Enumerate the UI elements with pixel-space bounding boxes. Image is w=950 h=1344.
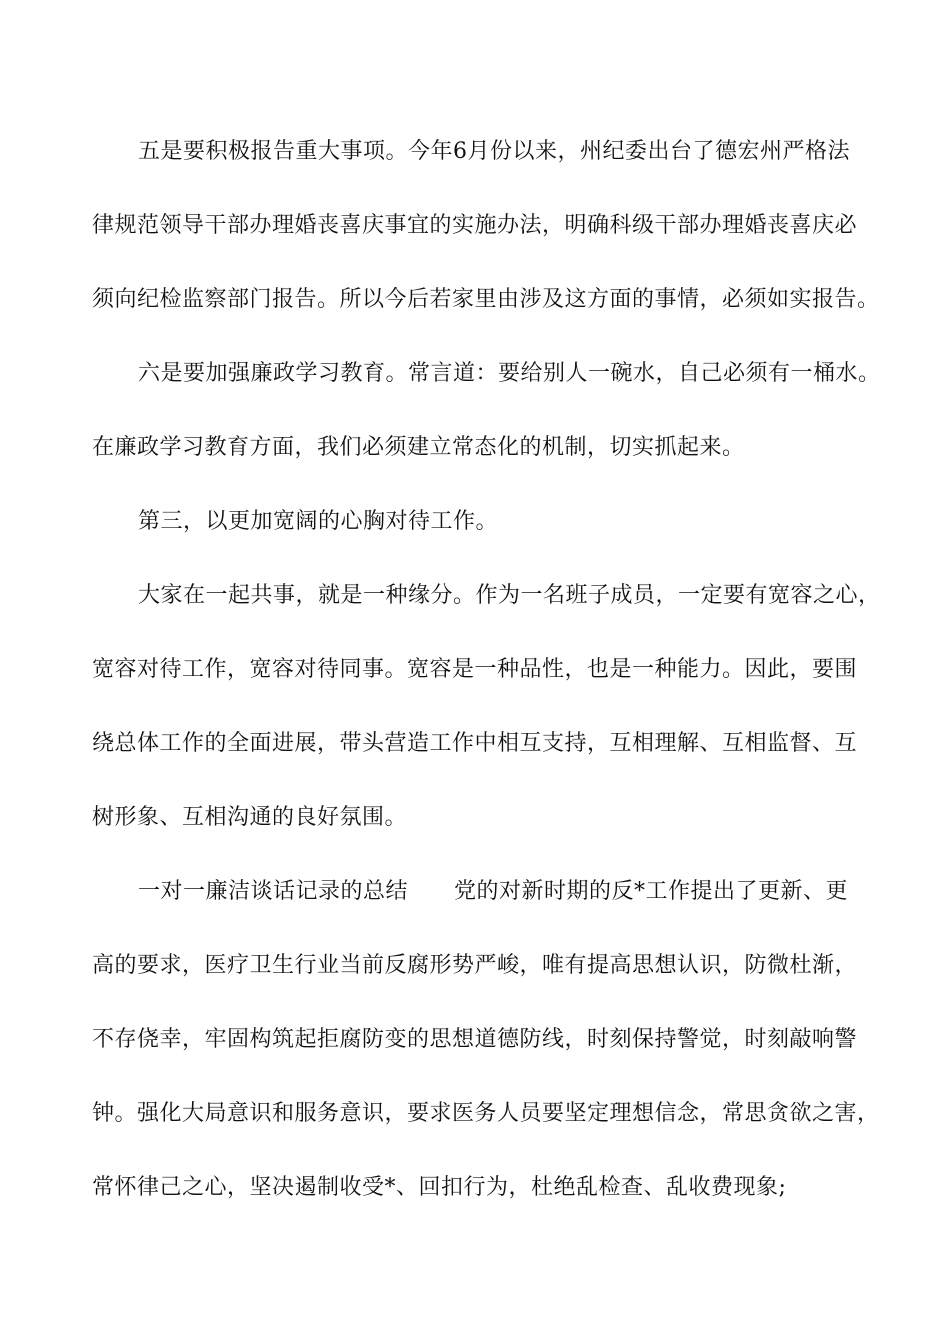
paragraph-line: 五是要积极报告重大事项。今年6月份以来，州纪委出台了德宏州严格法 <box>138 139 850 164</box>
paragraph-line: 绕总体工作的全面进展，带头营造工作中相互支持，互相理解、互相监督、互 <box>92 731 858 756</box>
section-heading: 第三，以更加宽阔的心胸对待工作。 <box>138 509 499 534</box>
paragraph-line: 在廉政学习教育方面，我们必须建立常态化的机制，切实抓起来。 <box>92 435 745 460</box>
paragraph-line: 钟。强化大局意识和服务意识，要求医务人员要坚定理想信念，常思贪欲之害， <box>92 1101 880 1126</box>
summary-title: 一对一廉洁谈话记录的总结 <box>138 879 409 904</box>
paragraph-line: 六是要加强廉政学习教育。常言道：要给别人一碗水，自己必须有一桶水。 <box>138 361 881 386</box>
paragraph-line: 大家在一起共事，就是一种缘分。作为一名班子成员，一定要有宽容之心， <box>138 583 881 608</box>
paragraph-line: 宽容对待工作，宽容对待同事。宽容是一种品性，也是一种能力。因此，要围 <box>92 657 858 682</box>
paragraph-line: 律规范领导干部办理婚丧喜庆事宜的实施办法，明确科级干部办理婚丧喜庆必 <box>92 213 858 238</box>
paragraph-line: 高的要求，医疗卫生行业当前反腐形势严峻，唯有提高思想认识，防微杜渐， <box>92 953 858 978</box>
summary-text: 党的对新时期的反*工作提出了更新、更 <box>454 879 849 904</box>
paragraph-line: 树形象、互相沟通的良好氛围。 <box>92 805 408 830</box>
paragraph-line: 不存侥幸，牢固构筑起拒腐防变的思想道德防线，时刻保持警觉，时刻敲响警 <box>92 1027 858 1052</box>
paragraph-line: 常怀律己之心，坚决遏制收受*、回扣行为，杜绝乱检查、乱收费现象; <box>92 1175 787 1200</box>
paragraph-line: 须向纪检监察部门报告。所以今后若家里由涉及这方面的事情，必须如实报告。 <box>92 287 880 312</box>
paragraph-line <box>138 877 918 907</box>
